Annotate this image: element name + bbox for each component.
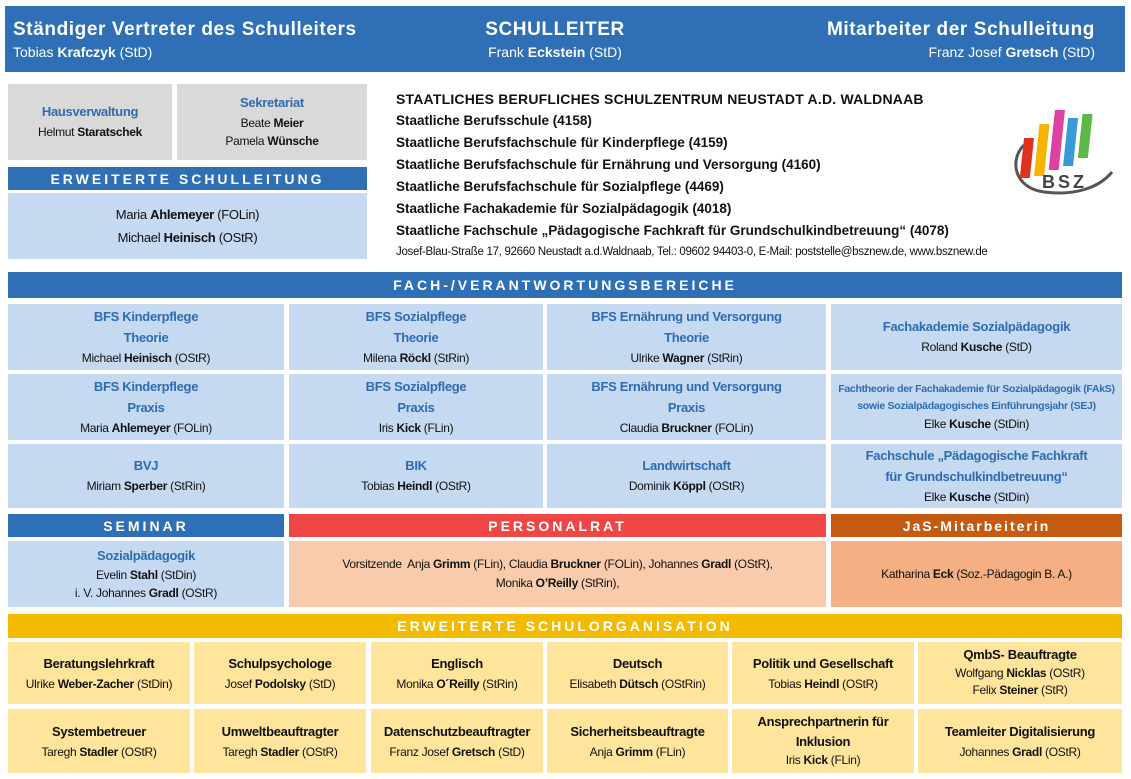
org-title: QmbS- Beauftragte xyxy=(963,647,1077,663)
fach-person: Maria Ahlemeyer (FOLin) xyxy=(80,420,212,435)
hausverwaltung-person: Helmut Staratschek xyxy=(37,125,142,140)
fach-title: Fachschule „Pädagogische Fachkraft xyxy=(865,447,1088,463)
seminar-person-2: i. V. Johannes Gradl (OStR) xyxy=(74,586,218,601)
fach-title: BFS Ernährung und Versorgung xyxy=(591,378,782,394)
school-line-2: Staatliche Berufsfachschule für Kinderpflege (4159) xyxy=(396,135,728,150)
org-title: Sicherheitsbeauftragte xyxy=(570,723,705,739)
fach-cell xyxy=(831,444,1122,508)
school-info xyxy=(396,88,996,262)
org-title: Systembetreuer xyxy=(51,723,147,739)
fach-title: BFS Kinderpflege xyxy=(93,308,199,324)
jas-box xyxy=(831,541,1122,607)
header-right-person: Franz Josef Gretsch (StD) xyxy=(928,43,1095,60)
org-person: Iris Kick (FLin) xyxy=(785,753,861,768)
org-person: Taregh Stadler (OStR) xyxy=(41,744,157,759)
school-line-1: Staatliche Berufsschule (4158) xyxy=(396,113,592,128)
fach-subtitle: Praxis xyxy=(127,399,165,415)
fach-cell xyxy=(8,444,284,508)
org-person: Anja Grimm (FLin) xyxy=(589,744,686,759)
fach-cell xyxy=(289,374,543,440)
fach-title: Fachakademie Sozialpädagogik xyxy=(882,319,1071,335)
org-cell xyxy=(371,709,543,773)
header-right-title: Mitarbeiter der Schulleitung xyxy=(826,18,1095,40)
school-line-4: Staatliche Berufsfachschule für Sozialpflege (4469) xyxy=(396,179,724,194)
org-title: Umweltbeauftragter xyxy=(221,723,339,739)
header-left xyxy=(13,6,357,72)
header-center xyxy=(405,6,705,72)
school-address: Josef-Blau-Straße 17, 92660 Neustadt a.d.Waldnaab, Tel.: 09602 94403-0, E-Mail: poststelle@bsznew.de, www.bsznew.de xyxy=(396,246,988,258)
school-line-5: Staatliche Fachakademie für Sozialpädagogik (4018) xyxy=(396,201,732,216)
erweiterte-schulleitung-box xyxy=(8,193,367,259)
org-person: Franz Josef Gretsch (StD) xyxy=(389,744,525,759)
fach-title: Landwirtschaft xyxy=(642,458,731,474)
org-person: Ulrike Weber-Zacher (StDin) xyxy=(25,676,173,691)
fach-subtitle: für Grundschulkindbetreuung“ xyxy=(885,468,1068,484)
org-title: Datenschutzbeauftragter xyxy=(383,723,531,739)
school-name: STAATLICHES BERUFLICHES SCHULZENTRUM NEUSTADT A.D. WALDNAAB xyxy=(396,91,924,107)
sekretariat-person-1: Beate Meier xyxy=(240,115,304,130)
seminar-title: Sozialpädagogik xyxy=(96,547,196,563)
org-person: Josef Podolsky (StD) xyxy=(224,676,336,691)
org-person: Taregh Stadler (OStR) xyxy=(222,744,338,759)
org-cell xyxy=(918,642,1122,704)
org-title: Teamleiter Digitalisierung xyxy=(944,723,1096,739)
header-center-title: SCHULLEITER xyxy=(485,18,625,40)
fach-cell xyxy=(289,304,543,370)
esl-person-1: Maria Ahlemeyer (FOLin) xyxy=(115,206,260,222)
org-person: Felix Steiner (StR) xyxy=(972,683,1068,698)
org-cell xyxy=(732,642,914,704)
fach-title: BFS Kinderpflege xyxy=(93,378,199,394)
fach-cell xyxy=(547,444,826,508)
org-cell xyxy=(918,709,1122,773)
org-title-2: Inklusion xyxy=(795,734,851,750)
fach-cell xyxy=(289,444,543,508)
org-cell xyxy=(194,642,366,704)
personalrat-bar: PERSONALRAT xyxy=(289,514,826,537)
org-cell xyxy=(547,642,728,704)
fach-subtitle: Theorie xyxy=(123,329,169,345)
org-person: Elisabeth Dütsch (OStRin) xyxy=(569,676,706,691)
org-cell xyxy=(8,709,190,773)
org-title: Englisch xyxy=(431,655,483,671)
fach-person: Elke Kusche (StDin) xyxy=(923,416,1030,431)
fach-bar: FACH-/VERANTWORTUNGSBEREICHE xyxy=(8,272,1122,298)
org-person: Johannes Gradl (OStR) xyxy=(959,744,1081,759)
org-title: Deutsch xyxy=(612,655,663,671)
fach-person: Iris Kick (FLin) xyxy=(378,420,454,435)
fach-title: BFS Sozialpflege xyxy=(365,378,467,394)
org-bar: ERWEITERTE SCHULORGANISATION xyxy=(8,614,1122,638)
fach-person: Milena Röckl (StRin) xyxy=(362,350,470,365)
fach-cell xyxy=(8,374,284,440)
fach-subtitle: Theorie xyxy=(393,329,439,345)
org-cell xyxy=(371,642,543,704)
org-title: Politik und Gesellschaft xyxy=(752,655,894,671)
fach-title: BVJ xyxy=(133,458,159,474)
fach-person: Dominik Köppl (OStR) xyxy=(628,479,745,494)
org-person: Tobias Heindl (OStR) xyxy=(768,676,878,691)
erweiterte-schulleitung-bar: ERWEITERTE SCHULLEITUNG xyxy=(8,167,367,190)
seminar-box xyxy=(8,541,284,607)
personalrat-line-1: Vorsitzende Anja Grimm (FLin), Claudia Bruckner (FOLin), Johannes Gradl (OStR), xyxy=(342,557,773,572)
org-cell xyxy=(194,709,366,773)
fach-title: BFS Ernährung und Versorgung xyxy=(591,308,782,324)
header-right xyxy=(827,6,1095,72)
fach-person: Elke Kusche (StDin) xyxy=(923,489,1030,504)
fach-subtitle: Praxis xyxy=(667,399,706,415)
sekretariat-box xyxy=(177,84,367,160)
fach-cell xyxy=(547,304,826,370)
jas-bar: JaS-Mitarbeiterin xyxy=(831,514,1122,537)
org-title: Schulpsychologe xyxy=(228,655,332,671)
hausverwaltung-box xyxy=(8,84,172,160)
seminar-bar: SEMINAR xyxy=(8,514,284,537)
personalrat-box xyxy=(289,541,826,607)
org-title: Ansprechpartnerin für xyxy=(757,714,889,730)
header-left-person: Tobias Krafczyk (StD) xyxy=(13,43,153,60)
fach-title: Fachtheorie der Fachakademie für Sozialpädagogik (FAkS) xyxy=(838,382,1115,395)
svg-text:BSZ: BSZ xyxy=(1042,172,1087,192)
org-person: Wolfgang Nicklas (OStR) xyxy=(955,666,1085,681)
fach-person: Tobias Heindl (OStR) xyxy=(361,479,471,494)
fach-cell xyxy=(547,374,826,440)
fach-subtitle: Praxis xyxy=(397,399,435,415)
fach-title: BIK xyxy=(405,458,427,474)
fach-cell xyxy=(831,374,1122,440)
fach-person: Ulrike Wagner (StRin) xyxy=(630,350,743,365)
org-cell xyxy=(732,709,914,773)
org-cell xyxy=(8,642,190,704)
hausverwaltung-title: Hausverwaltung xyxy=(41,104,139,120)
jas-person: Katharina Eck (Soz.-Pädagogin B. A.) xyxy=(881,566,1072,581)
fach-person: Michael Heinisch (OStR) xyxy=(81,350,211,365)
org-person: Monika O´Reilly (StRin) xyxy=(396,676,518,691)
org-cell xyxy=(547,709,728,773)
org-title: Beratungslehrkraft xyxy=(43,655,155,671)
fach-cell xyxy=(8,304,284,370)
fach-subtitle: Theorie xyxy=(664,329,709,345)
seminar-person-1: Evelin Stahl (StDin) xyxy=(95,568,197,583)
school-line-6: Staatliche Fachschule „Pädagogische Fachkraft für Grundschulkindbetreuung“ (4078) xyxy=(396,223,949,238)
bsz-logo xyxy=(1004,100,1116,200)
fach-title: BFS Sozialpflege xyxy=(365,308,467,324)
sekretariat-title: Sekretariat xyxy=(240,95,304,110)
esl-person-2: Michael Heinisch (OStR) xyxy=(117,230,258,245)
header-left-title: Ständiger Vertreter des Schulleiters xyxy=(13,18,357,40)
sekretariat-person-2: Pamela Wünsche xyxy=(225,134,319,149)
header-bar xyxy=(5,6,1125,72)
fach-person: Roland Kusche (StD) xyxy=(921,340,1032,355)
fach-person: Miriam Sperber (StRin) xyxy=(86,479,206,494)
personalrat-line-2: Monika O’Reilly (StRin), xyxy=(495,576,620,590)
fach-cell xyxy=(831,304,1122,370)
header-center-person: Frank Eckstein (StD) xyxy=(488,43,622,60)
school-line-3: Staatliche Berufsfachschule für Ernährung und Versorgung (4160) xyxy=(396,157,821,172)
fach-subtitle: sowie Sozialpädagogisches Einführungsjahr (SEJ) xyxy=(857,399,1096,412)
fach-person: Claudia Bruckner (FOLin) xyxy=(619,420,754,435)
